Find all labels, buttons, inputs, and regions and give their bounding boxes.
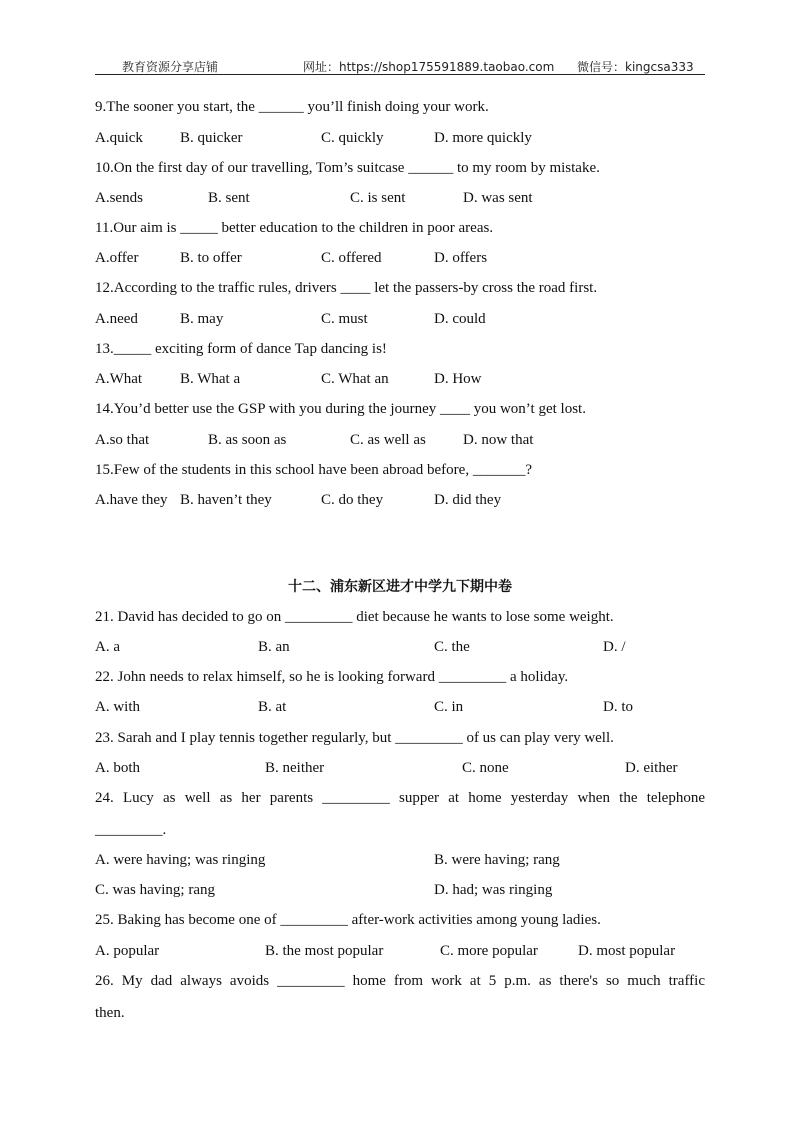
option-24c: C. was having; rang (95, 882, 215, 898)
option-25b: B. the most popular (265, 943, 384, 959)
option-15c: C. do they (321, 492, 384, 508)
option-23c: C. none (462, 760, 509, 776)
option-13d: D. How (434, 371, 482, 387)
option-24a: A. were having; was ringing (95, 852, 266, 868)
option-13c: C. What an (321, 371, 389, 387)
option-10b: B. sent (208, 190, 250, 206)
option-21d: D. / (603, 639, 626, 655)
question-9: 9.The sooner you start, the ______ you’ll finish doing your work. (95, 99, 489, 115)
option-10d: D. was sent (463, 190, 533, 206)
header-wechat: 微信号：kingcsa333 (577, 60, 694, 74)
option-14b: B. as soon as (208, 432, 287, 448)
header-shop-name: 教育资源分享店铺 (122, 60, 219, 74)
option-9a: A.quick (95, 130, 143, 146)
question-26: 26. My dad always avoids _________ home from work at 5 p.m. as there's so much traffic (95, 973, 705, 989)
question-23: 23. Sarah and I play tennis together regularly, but _________ of us can play very well. (95, 730, 614, 746)
question-13: 13._____ exciting form of dance Tap dancing is! (95, 341, 387, 357)
option-11a: A.offer (95, 250, 139, 266)
option-9d: D. more quickly (434, 130, 532, 146)
option-22a: A. with (95, 699, 140, 715)
option-13b: B. What a (180, 371, 241, 387)
option-22b: B. at (258, 699, 287, 715)
question-22: 22. John needs to relax himself, so he is looking forward _________ a holiday. (95, 669, 569, 685)
question-12: 12.According to the traffic rules, drivers ____ let the passers-by cross the road first. (95, 280, 598, 296)
option-14a: A.so that (95, 432, 150, 448)
question-24-continuation: _________. (95, 822, 167, 838)
option-9b: B. quicker (180, 130, 243, 146)
question-25: 25. Baking has become one of _________ after-work activities among young ladies. (95, 912, 601, 928)
page-header (95, 56, 705, 75)
option-21a: A. a (95, 639, 120, 655)
option-25a: A. popular (95, 943, 160, 959)
option-13a: A.What (95, 371, 143, 387)
option-11d: D. offers (434, 250, 488, 266)
question-24: 24. Lucy as well as her parents _________ supper at home yesterday when the telephone (95, 790, 705, 806)
option-23a: A. both (95, 760, 140, 776)
option-12b: B. may (180, 311, 224, 327)
question-11: 11.Our aim is _____ better education to the children in poor areas. (95, 220, 494, 236)
option-22c: C. in (434, 699, 464, 715)
header-url: 网址：https://shop175591889.taobao.com (303, 60, 555, 74)
option-12c: C. must (321, 311, 368, 327)
option-9c: C. quickly (321, 130, 384, 146)
question-10: 10.On the first day of our travelling, Tom’s suitcase ______ to my room by mistake. (95, 160, 600, 176)
option-25d: D. most popular (578, 943, 676, 959)
section-title: 十二、浦东新区进才中学九下期中卷 (288, 579, 512, 595)
option-25c: C. more popular (440, 943, 538, 959)
option-24d: D. had; was ringing (434, 882, 553, 898)
option-21b: B. an (258, 639, 290, 655)
option-14d: D. now that (463, 432, 534, 448)
option-15b: B. haven’t they (180, 492, 272, 508)
question-26-continuation: then. (95, 1005, 125, 1021)
option-14c: C. as well as (350, 432, 426, 448)
option-21c: C. the (434, 639, 470, 655)
option-11c: C. offered (321, 250, 382, 266)
question-21: 21. David has decided to go on _________ diet because he wants to lose some weight. (95, 609, 614, 625)
option-12a: A.need (95, 311, 138, 327)
question-14: 14.You’d better use the GSP with you during the journey ____ you won’t get lost. (95, 401, 586, 417)
option-23b: B. neither (265, 760, 325, 776)
option-24b: B. were having; rang (434, 852, 560, 868)
question-15: 15.Few of the students in this school have been abroad before, _______? (95, 462, 532, 478)
option-12d: D. could (434, 311, 486, 327)
option-11b: B. to offer (180, 250, 242, 266)
option-23d: D. either (625, 760, 678, 776)
option-15a: A.have they (95, 492, 168, 508)
option-15d: D. did they (434, 492, 502, 508)
option-10a: A.sends (95, 190, 143, 206)
option-22d: D. to (603, 699, 633, 715)
option-10c: C. is sent (350, 190, 406, 206)
